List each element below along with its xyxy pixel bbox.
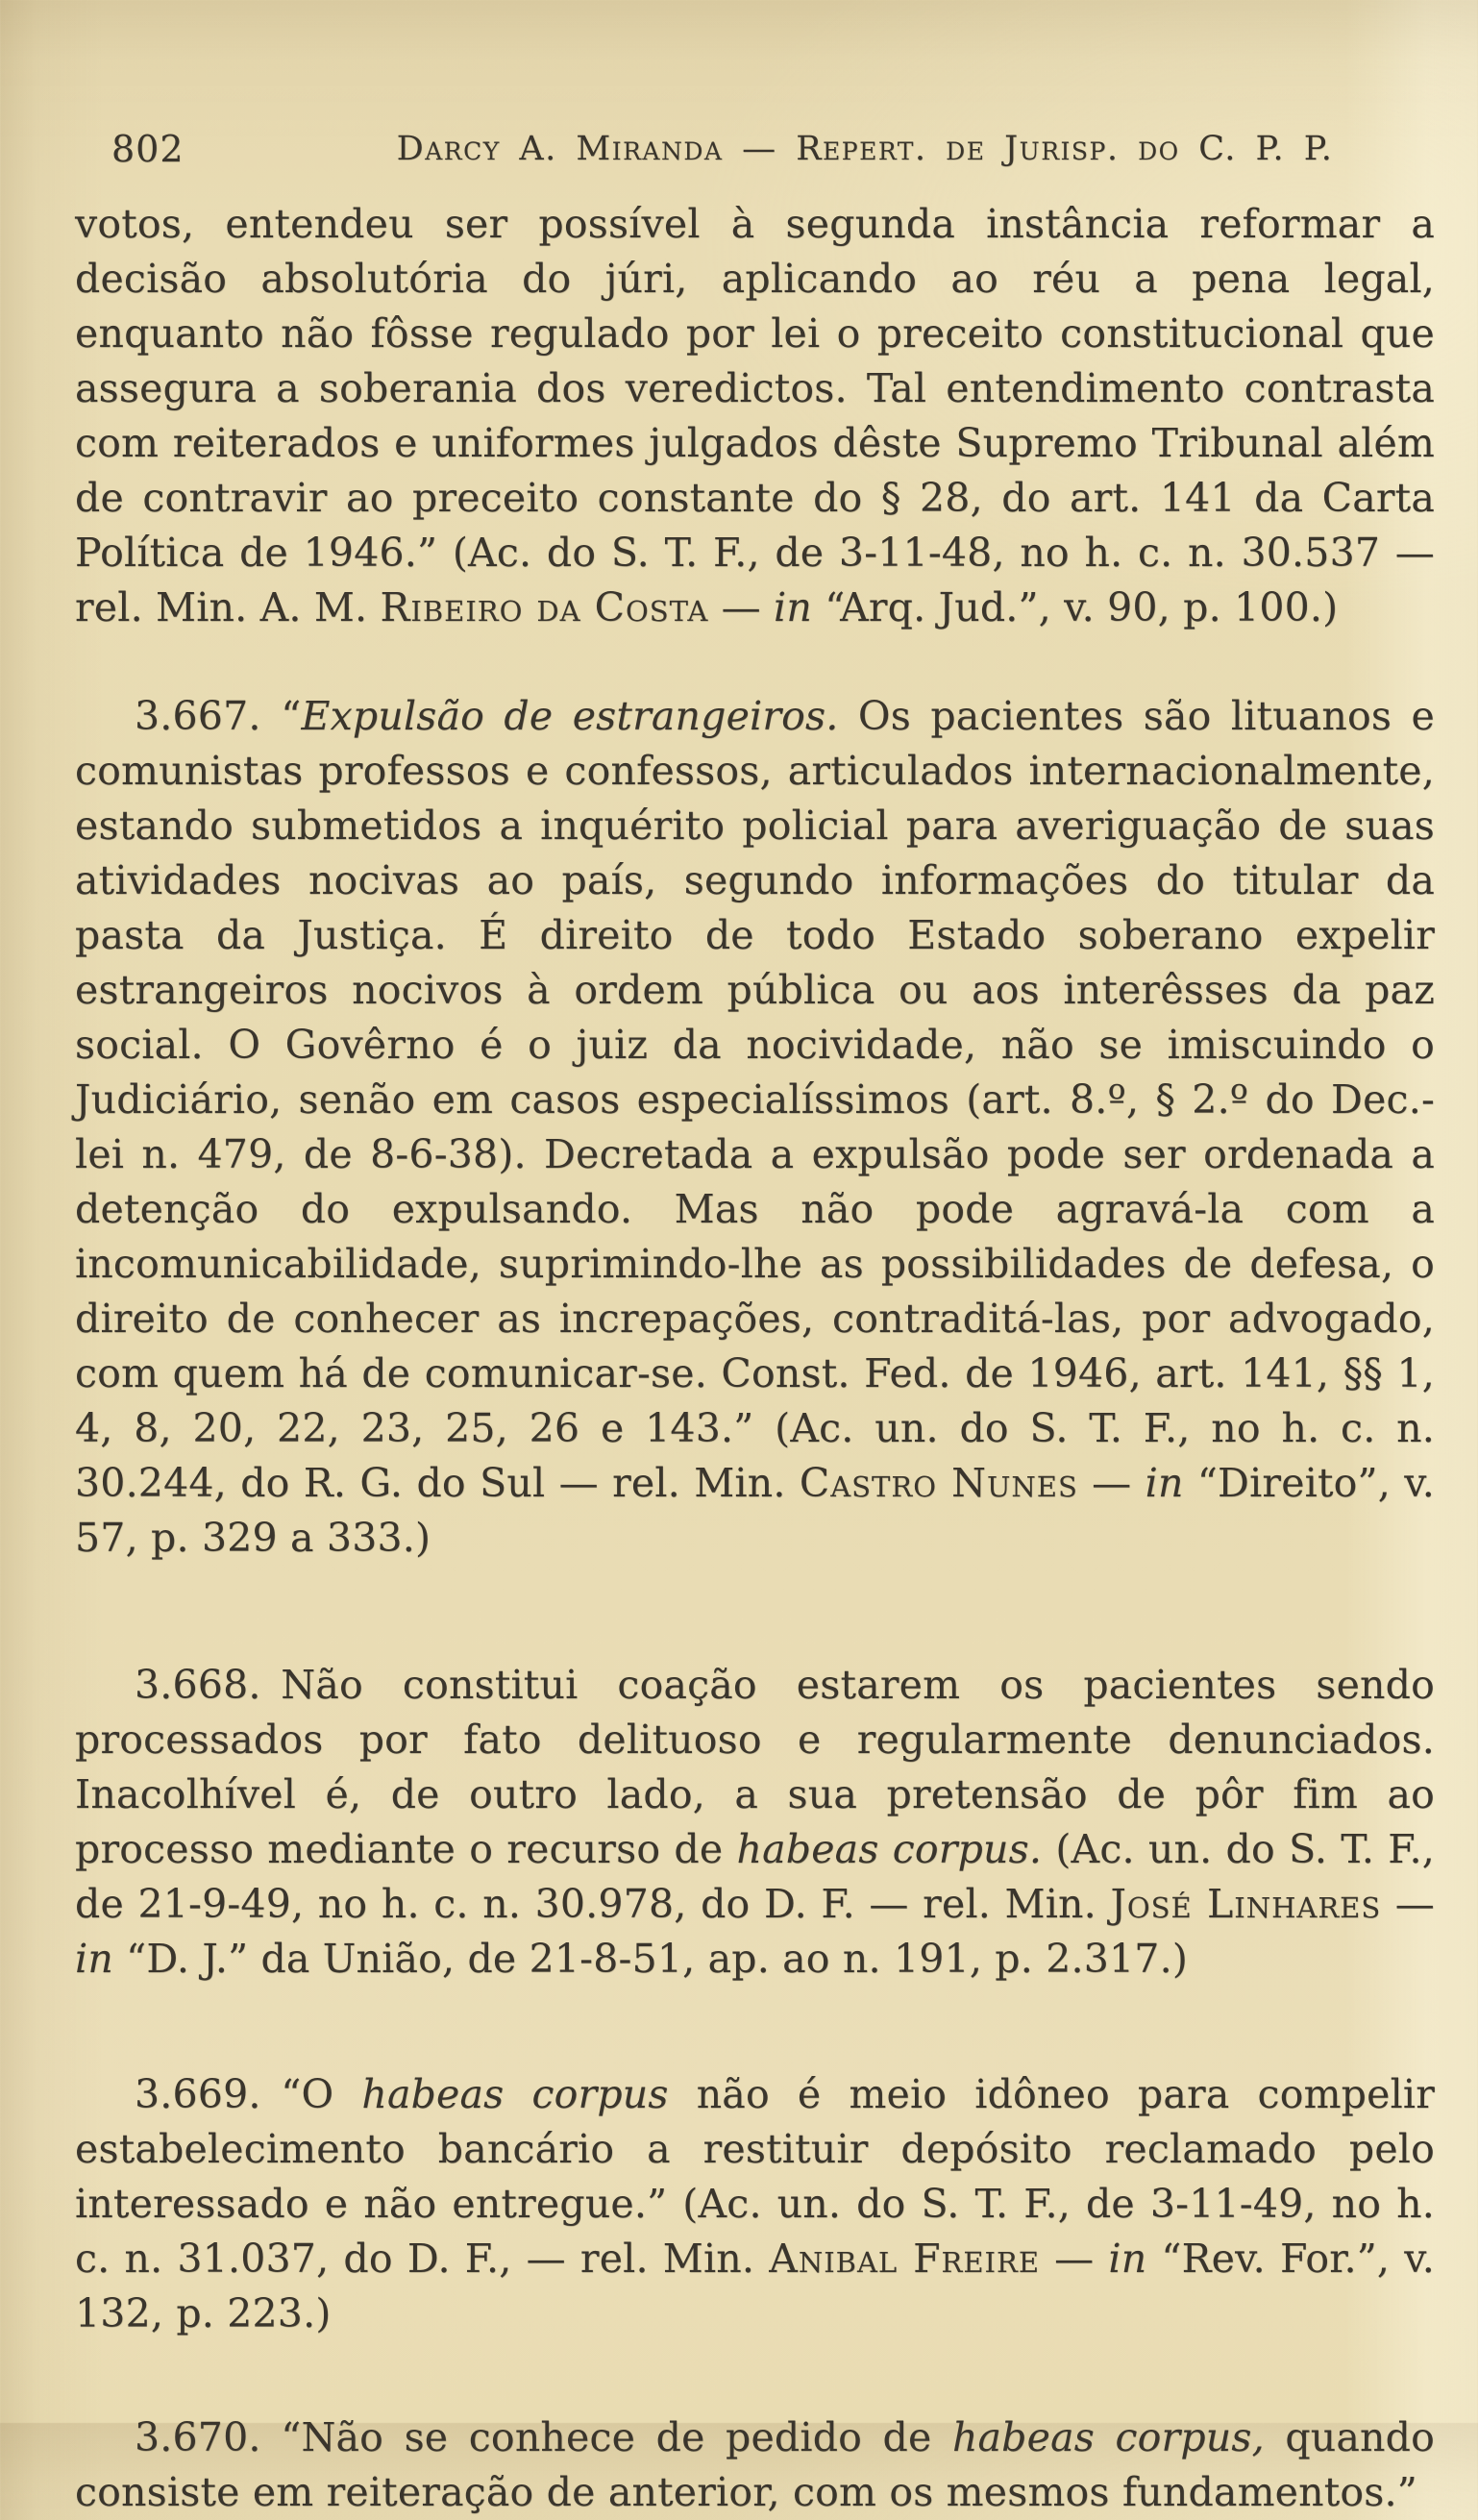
paragraph-3668: 3.668. Não constitui coação estarem os pacientes sendo processados por fato delituoso e regularmente denunciados. Inacolhível é, de outro lado, a sua pretensão de pôr fim ao processo mediante o recurso de habeas corpus. (Ac. un. do S. T. F., de 21-9-49, no h. c. n. 30.978, do D. F. — rel. Min. José Linhares — in “D. J.” da União, de 21-8-51, ap. ao n. 191, p. 2.317.) [75,1662,1435,1982]
paragraph-3667: 3.667. “Expulsão de estrangeiros. Os pacientes são lituanos e comunistas professos e confessos, articulados internacionalmente, estando submetidos a inquérito policial para averiguação de suas atividades nocivas ao país, segundo informações do titular da pasta da Justiça. É direito de todo Estado soberano expelir estrangeiros nocivos à ordem pública ou aos interêsses da paz social. O Govêrno é o juiz da nocividade, não se imiscuindo o Judiciário, senão em casos especialíssimos (art. 8.º, § 2.º do Dec.-lei n. 479, de 8-6-38). Decretada a expulsão pode ser ordenada a detenção do expulsando. Mas não pode agravá-la com a incomunicabilidade, suprimindo-lhe as possibilidades de defesa, o direito de conhecer as increpações, contraditá-las, por advogado, com quem há de comunicar-se. Const. Fed. de 1946, art. 141, §§ 1, 4, 8, 20, 22, 23, 25, 26 e 143.” (Ac. un. do S. T. F., no h. c. n. 30.244, do R. G. do Sul — rel. Min. Castro Nunes — in “Direito”, v. 57, p. 329 a 333.) [75,693,1435,1561]
page-body-text [75,197,1435,2520]
running-title: Darcy A. Miranda — Repert. de Jurisp. do C. P. P. [396,130,1334,168]
paragraph-3669: 3.669. “O habeas corpus não é meio idôneo para compelir estabelecimento bancário a restituir depósito reclamado pelo interessado e não entregue.” (Ac. un. do S. T. F., de 3-11-49, no h. c. n. 31.037, do D. F., — rel. Min. Anibal Freire — in “Rev. For.”, v. 132, p. 223.) [75,2071,1435,2336]
paragraph-3670: 3.670. “Não se conhece de pedido de habeas corpus, quando consiste em reiteração de anterior, com os mesmos fundamentos.” [75,2414,1435,2515]
paragraph-continuation: votos, entendeu ser possível à segunda instância reformar a decisão absolutória do júri, aplicando ao réu a pena legal, enquanto não fôsse regulado por lei o preceito constitucional que assegura a soberania dos veredictos. Tal entendimento contrasta com reiterados e uniformes julgados dêste Supremo Tribunal além de contravir ao preceito constante do § 28, do art. 141 da Carta Política de 1946.” (Ac. do S. T. F., de 3-11-48, no h. c. n. 30.537 — rel. Min. A. M. Ribeiro da Costa — in “Arq. Jud.”, v. 90, p. 100.) [75,201,1435,630]
page-number: 802 [111,128,185,170]
